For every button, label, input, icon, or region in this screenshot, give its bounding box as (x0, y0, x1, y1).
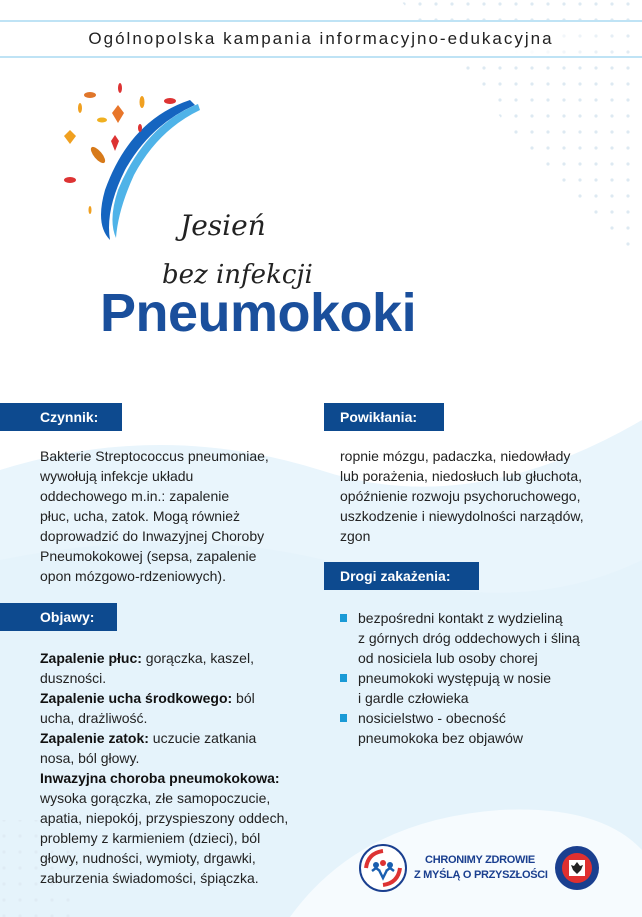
text-line: Bakterie Streptococcus pneumoniae, (40, 448, 269, 464)
section-heading-objawy: Objawy: (0, 603, 117, 631)
logo-text-line1: Jesień (180, 209, 266, 242)
symptom-description: duszności. (40, 670, 107, 686)
symptom-term: Inwazyjna choroba pneumokokowa: (40, 770, 280, 786)
text-line: zgon (340, 528, 371, 544)
symptom-description: ucha, drażliwość. (40, 710, 148, 726)
symptom-term: Zapalenie zatok: (40, 730, 149, 746)
text-line: lub porażenia, niedosłuch lub głuchota, (340, 468, 583, 484)
campaign-slogan (414, 853, 546, 883)
list-item: pneumokoki występują w nosie i gardle człowieka (340, 668, 580, 708)
section-heading-czynnik: Czynnik: (0, 403, 122, 431)
symptom-description: gorączka, kaszel, (141, 650, 254, 666)
slogan-line: Z MYŚLĄ O PRZYSZŁOŚCI (414, 869, 548, 881)
list-item: nosicielstwo - obecność pneumokoka bez objawów (340, 708, 580, 748)
symptom-item (40, 728, 288, 768)
czynnik-text (40, 446, 269, 586)
header-band (0, 20, 642, 58)
text-line: opon mózgowo-rdzeniowych). (40, 568, 226, 584)
text-line: doprowadzić do Inwazyjnej Choroby (40, 528, 265, 544)
campaign-tagline: Ogólnopolska kampania informacyjno-edukacyjna (88, 29, 554, 48)
text-line: Pneumokokowej (sepsa, zapalenie (40, 548, 257, 564)
symptom-item (40, 688, 288, 728)
section-heading-powiklania: Powikłania: (324, 403, 444, 431)
page-title: Pneumokoki (100, 283, 417, 343)
powiklania-text (340, 446, 584, 546)
footer-logos (358, 843, 618, 893)
text-line: opóźnienie rozwoju psychoruchowego, (340, 488, 581, 504)
objawy-text (40, 648, 288, 888)
section-heading-drogi-zakazenia: Drogi zakażenia: (324, 562, 479, 590)
symptom-description: wysoka gorączka, złe samopoczucie, apatia, niepokój, przyspieszony oddech, problemy z karmieniem (dzieci), ból głowy, nudności, wymioty, drgawki, zaburzenia świadomości, śpiączka. (40, 790, 289, 886)
list-item: bezpośredni kontakt z wydzieliną z górnych dróg oddechowych i śliną od nosiciela lub osoby chorej (340, 608, 580, 668)
slogan-line: CHRONIMY ZDROWIE (425, 854, 535, 866)
drogi-zakazenia-list (340, 608, 580, 748)
symptom-description: nosa, ból głowy. (40, 750, 140, 766)
campaign-logo (30, 80, 313, 290)
text-line: uszkodzenie i niewydolności narządów, (340, 508, 584, 524)
symptom-term: Zapalenie płuc: (40, 650, 142, 666)
symptom-item (40, 768, 288, 888)
eagle-emblem-logo-icon (554, 845, 600, 891)
symptom-item (40, 648, 288, 688)
text-line: ropnie mózgu, padaczka, niedowłady (340, 448, 571, 464)
symptom-description: uczucie zatkania (148, 730, 257, 746)
people-hands-logo-icon (358, 843, 408, 893)
text-line: wywołują infekcje układu (40, 468, 194, 484)
symptom-description: ból (232, 690, 255, 706)
symptom-term: Zapalenie ucha środkowego: (40, 690, 233, 706)
text-line: płuc, ucha, zatok. Mogą również (40, 508, 240, 524)
logo-text-line2: bez infekcji (162, 260, 313, 290)
text-line: oddechowego m.in.: zapalenie (40, 488, 230, 504)
